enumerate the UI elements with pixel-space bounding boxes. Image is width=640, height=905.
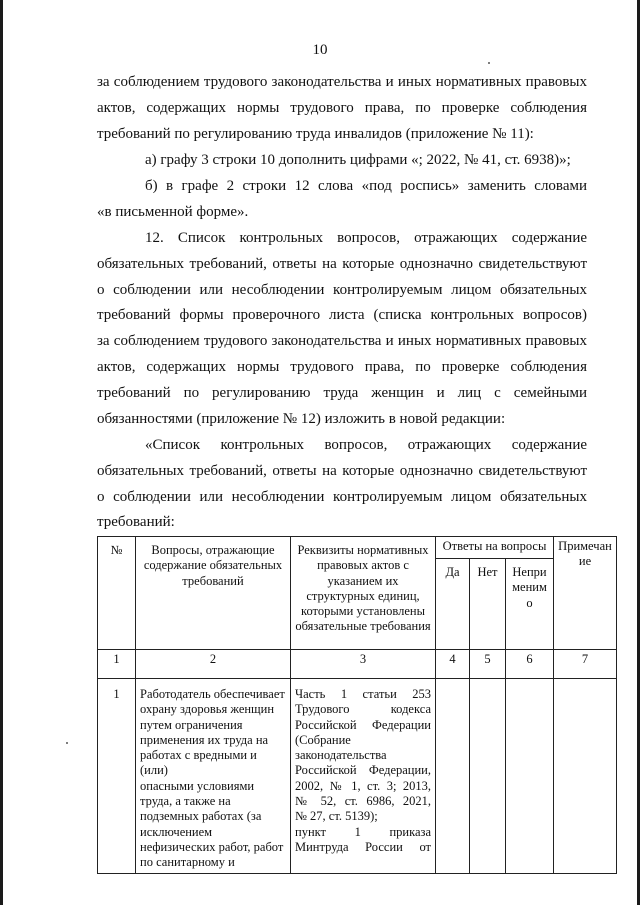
- scan-speck: [488, 62, 490, 64]
- paragraph-4: 12. Список контрольных вопросов, отражающих содержание обязательных требований, ответы на которые однозначно свидетельствуют о соблюдении или несоблюдении контролируемым лицом обязательных требований формы проверочного листа (списка контрольных вопросов) за соблюдением трудового законодательства и иных нормативных правовых актов, содержащих нормы трудового права, по проверке соблюдения требований по регулированию труда женщин и лиц с семейными обязанностями (приложение № 12) изложить в новой редакции:: [97, 230, 587, 427]
- header-na: Неприменимо: [506, 559, 554, 650]
- header-num: №: [98, 537, 136, 650]
- col-number: 2: [136, 650, 291, 679]
- answer-yes-cell: [436, 679, 470, 874]
- header-questions: Вопросы, отражающие содержание обязательных требований: [136, 537, 291, 650]
- paragraph-3: б) в графе 2 строки 12 слова «под роспись» заменить словами «в письменной форме».: [97, 178, 587, 220]
- col-number: 5: [470, 650, 506, 679]
- checklist-table: [97, 536, 617, 874]
- header-requisites: Реквизиты нормативных правовых актов с указанием их структурных единиц, которыми установлены обязательные требования: [291, 537, 436, 650]
- answer-na-cell: [506, 679, 554, 874]
- paragraph-5: «Список контрольных вопросов, отражающих содержание обязательных требований, ответы на которые однозначно свидетельствуют о соблюдении или несоблюдении контролируемым лицом обязательных требований:: [97, 437, 587, 531]
- header-yes: Да: [436, 559, 470, 650]
- scan-speck: [66, 742, 68, 744]
- table-column-numbers-row: [98, 650, 617, 679]
- scan-edge-left: [0, 0, 3, 905]
- col-number: 1: [98, 650, 136, 679]
- col-number: 4: [436, 650, 470, 679]
- col-number: 6: [506, 650, 554, 679]
- paragraph-2: а) графу 3 строки 10 дополнить цифрами «; 2022, № 41, ст. 6938)»;: [145, 152, 571, 168]
- header-note: Примечание: [554, 537, 617, 650]
- question-cell: Работодатель обеспечивает охрану здоровья женщин путем ограничения применения их труда на работах с вредными и (или) опасными условиями труда, а также на подземных работах (за исключением нефизических работ, работ по санитарному и: [136, 679, 291, 874]
- header-no: Нет: [470, 559, 506, 650]
- header-answers: Ответы на вопросы: [436, 537, 554, 559]
- table-row: [98, 679, 617, 874]
- note-cell: [554, 679, 617, 874]
- col-number: 3: [291, 650, 436, 679]
- paragraph-1: за соблюдением трудового законодательства и иных нормативных правовых актов, содержащих нормы трудового права, по проверке соблюдения требований по регулированию труда инвалидов (приложение № 11):: [97, 74, 587, 142]
- requisites-cell: Часть 1 статьи 253 Трудового кодекса Российской Федерации (Собрание законодательства Российской Федерации, 2002, № 1, ст. 3; 2013, № 52, ст. 6986, 2021, № 27, ст. 5139); пункт 1 приказа Минтруда России от: [291, 679, 436, 874]
- answer-no-cell: [470, 679, 506, 874]
- col-number: 7: [554, 650, 617, 679]
- table-header-row: [98, 537, 617, 559]
- page-number: 10: [312, 42, 328, 58]
- row-number: 1: [98, 679, 136, 874]
